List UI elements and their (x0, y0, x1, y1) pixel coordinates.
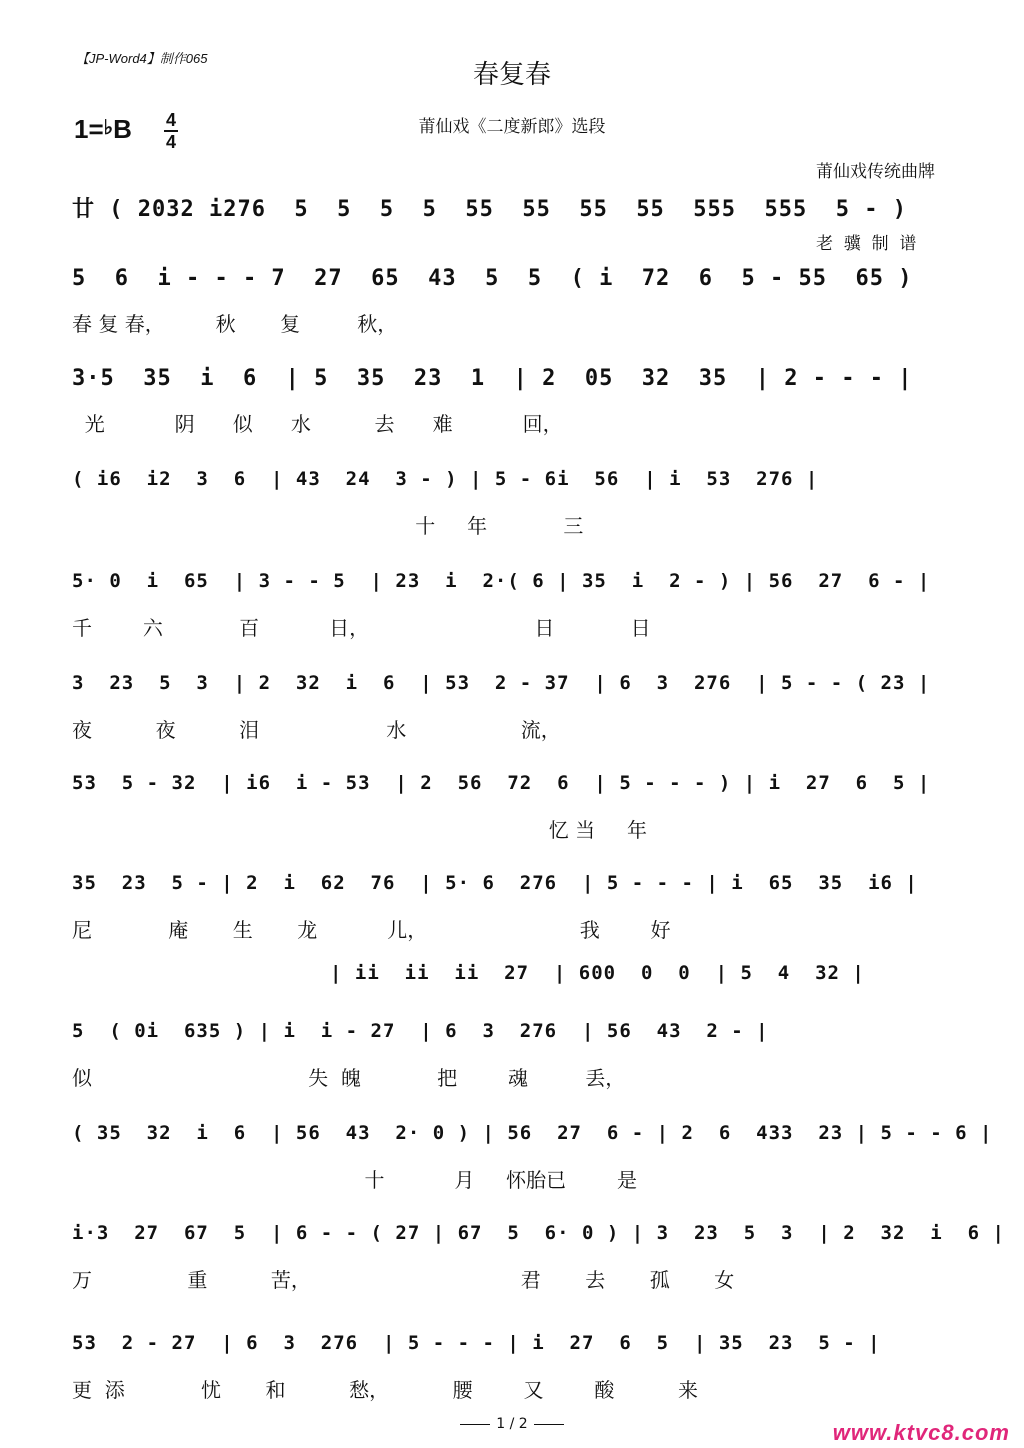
lyric-line-6: 夜 夜 泪 水 流， (72, 718, 561, 742)
lyric-line-10: 十 月 怀胎已 是 (72, 1168, 638, 1192)
subtitle: 莆仙戏《二度新郎》选段 (418, 117, 606, 137)
flat-sign: ♭ (103, 117, 114, 139)
lyric-line-9: 似 失 魄 把 魂 丢， (72, 1066, 626, 1090)
page-number: 1 / 2 (496, 1416, 528, 1432)
site-watermark: www.ktvc8.com (832, 1420, 1010, 1445)
score-line-2: 5 6 i - - - 7 27 65 43 5 5 ( i 72 6 5 - 55 65 ) (72, 266, 927, 291)
score-line-7: 53 5 - 32 | i6 i - 53 | 2 56 72 6 | 5 - - - ) | i 27 6 5 | (72, 772, 931, 794)
lyric-line-4: 十 年 三 (72, 514, 584, 538)
footer-rule-left (460, 1424, 490, 1425)
score-line-5: 5· 0 i 65 | 3 - - 5 | 23 i 2·( 6 | 35 i 2 - ) | 56 27 6 - | (72, 570, 931, 592)
score-line-10: ( 35 32 i 6 | 56 43 2· 0 ) | 56 27 6 - | 2 6 433 23 | 5 - - 6 | (72, 1122, 993, 1144)
score-line-12: 53 2 - 27 | 6 3 276 | 5 - - - | i 27 6 5 | 35 23 5 - | (72, 1332, 881, 1354)
time-denominator: 4 (165, 132, 176, 152)
score-line-6: 3 23 5 3 | 2 32 i 6 | 53 2 - 37 | 6 3 276 | 5 - - ( 23 | (72, 672, 931, 694)
footer-rule-right (534, 1424, 564, 1425)
score-line-3: 3·5 35 i 6 | 5 35 23 1 | 2 05 32 35 | 2 - - - | (72, 366, 913, 391)
source-line-1: 莆仙戏传统曲牌 (816, 162, 935, 182)
score-line-11: i·3 27 67 5 | 6 - - ( 27 | 67 5 6· 0 ) | 3 23 5 3 | 2 32 i 6 | (72, 1222, 1005, 1244)
source-line-2: 老 骥 制 谱 (816, 234, 917, 254)
credit-line: 【JP-Word4】制作065 (76, 51, 208, 66)
score-line-1: 廿 ( 2032 i276 5 5 5 5 55 55 55 55 555 555 5 - ) (72, 197, 922, 222)
lyric-line-3: 光 阴 似 水 去 难 回， (72, 412, 563, 436)
lyric-line-12: 更 添 忧 和 愁， 腰 又 酸 来 (72, 1378, 698, 1402)
song-title: 春复春 (472, 60, 551, 90)
key-tonic: B (113, 114, 132, 144)
time-numerator: 4 (165, 110, 176, 130)
score-line-8: 35 23 5 - | 2 i 62 76 | 5· 6 276 | 5 - - - | i 65 35 i6 | (72, 872, 918, 894)
score-line-9: 5 ( 0i 635 ) | i i - 27 | 6 3 276 | 56 43 2 - | (72, 1020, 769, 1042)
score-line-4: ( i6 i2 3 6 | 43 24 3 - ) | 5 - 6i 56 | i 53 276 | (72, 468, 819, 490)
lyric-line-2: 春 复 春， 秋 复 秋， (72, 312, 398, 336)
lyric-line-8: 尼 庵 生 龙 儿， 我 好 (72, 918, 671, 942)
lyric-line-5: 千 六 百 日， 日 日 (72, 616, 651, 640)
lyric-line-11: 万 重 苦， 君 去 孤 女 (72, 1268, 735, 1292)
lyric-line-7: 忆 当 年 (72, 818, 647, 842)
key-prefix: 1= (74, 114, 104, 144)
score-line-9-upper: | ii ii ii 27 | 600 0 0 | 5 4 32 | (330, 962, 865, 984)
